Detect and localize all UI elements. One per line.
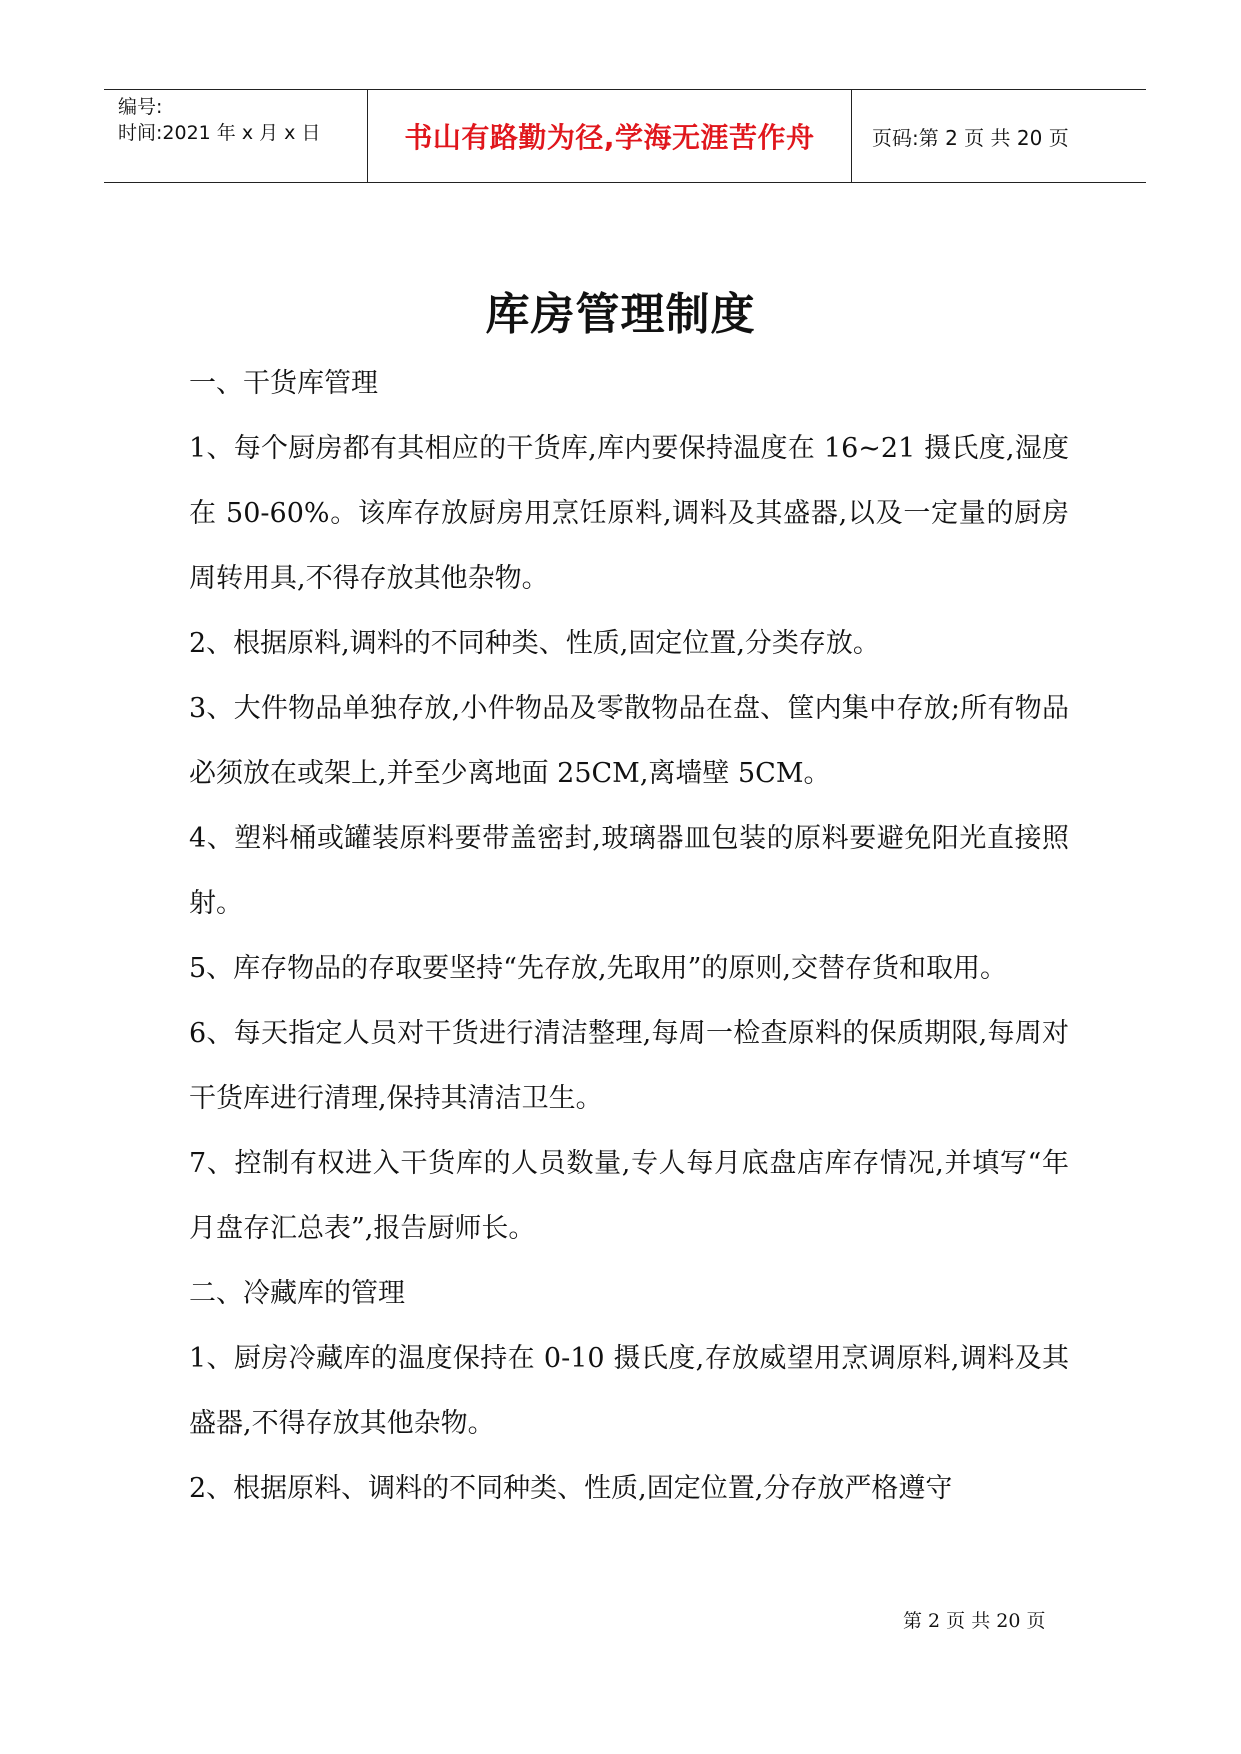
document-title: 库房管理制度 <box>485 289 756 340</box>
document-body <box>189 351 1069 1521</box>
document-header <box>104 89 1146 183</box>
paragraph: 7、控制有权进入干货库的人员数量,专人每月底盘店库存情况,并填写“年月盘存汇总表”,报告厨师长。 <box>189 1148 1069 1244</box>
paragraph: 6、每天指定人员对干货进行清洁整理,每周一检查原料的保质期限,每周对干货库进行清理,保持其清洁卫生。 <box>189 1018 1069 1114</box>
paragraph: 3、大件物品单独存放,小件物品及零散物品在盘、筐内集中存放;所有物品必须放在或架上,并至少离地面 25CM,离墙壁 5CM。 <box>189 693 1069 789</box>
header-meta <box>104 90 368 182</box>
section-heading: 二、冷藏库的管理 <box>189 1278 405 1309</box>
header-motto: 书山有路勤为径,学海无涯苦作舟 <box>368 90 852 182</box>
paragraph: 2、根据原料、调料的不同种类、性质,固定位置,分存放严格遵守 <box>189 1473 953 1504</box>
paragraph: 1、厨房冷藏库的温度保持在 0-10 摄氏度,存放威望用烹调原料,调料及其盛器,不得存放其他杂物。 <box>189 1343 1069 1439</box>
paragraph: 1、每个厨房都有其相应的干货库,库内要保持温度在 16~21 摄氏度,湿度在 50-60%。该库存放厨房用烹饪原料,调料及其盛器,以及一定量的厨房周转用具,不得存放其他杂物。 <box>189 433 1069 594</box>
paragraph: 2、根据原料,调料的不同种类、性质,固定位置,分类存放。 <box>189 628 880 659</box>
number-label: 编号: <box>118 96 163 118</box>
paragraph: 4、塑料桶或罐装原料要带盖密封,玻璃器皿包装的原料要避免阳光直接照射。 <box>189 823 1069 919</box>
paragraph: 5、库存物品的存取要坚持“先存放,先取用”的原则,交替存货和取用。 <box>189 953 1007 984</box>
time-label: 时间:2021 年 x 月 x 日 <box>118 122 321 144</box>
section-heading: 一、干货库管理 <box>189 368 378 399</box>
page-footer: 第 2 页 共 20 页 <box>903 1610 1046 1632</box>
header-page-number: 页码:第 2 页 共 20 页 <box>872 125 1069 150</box>
